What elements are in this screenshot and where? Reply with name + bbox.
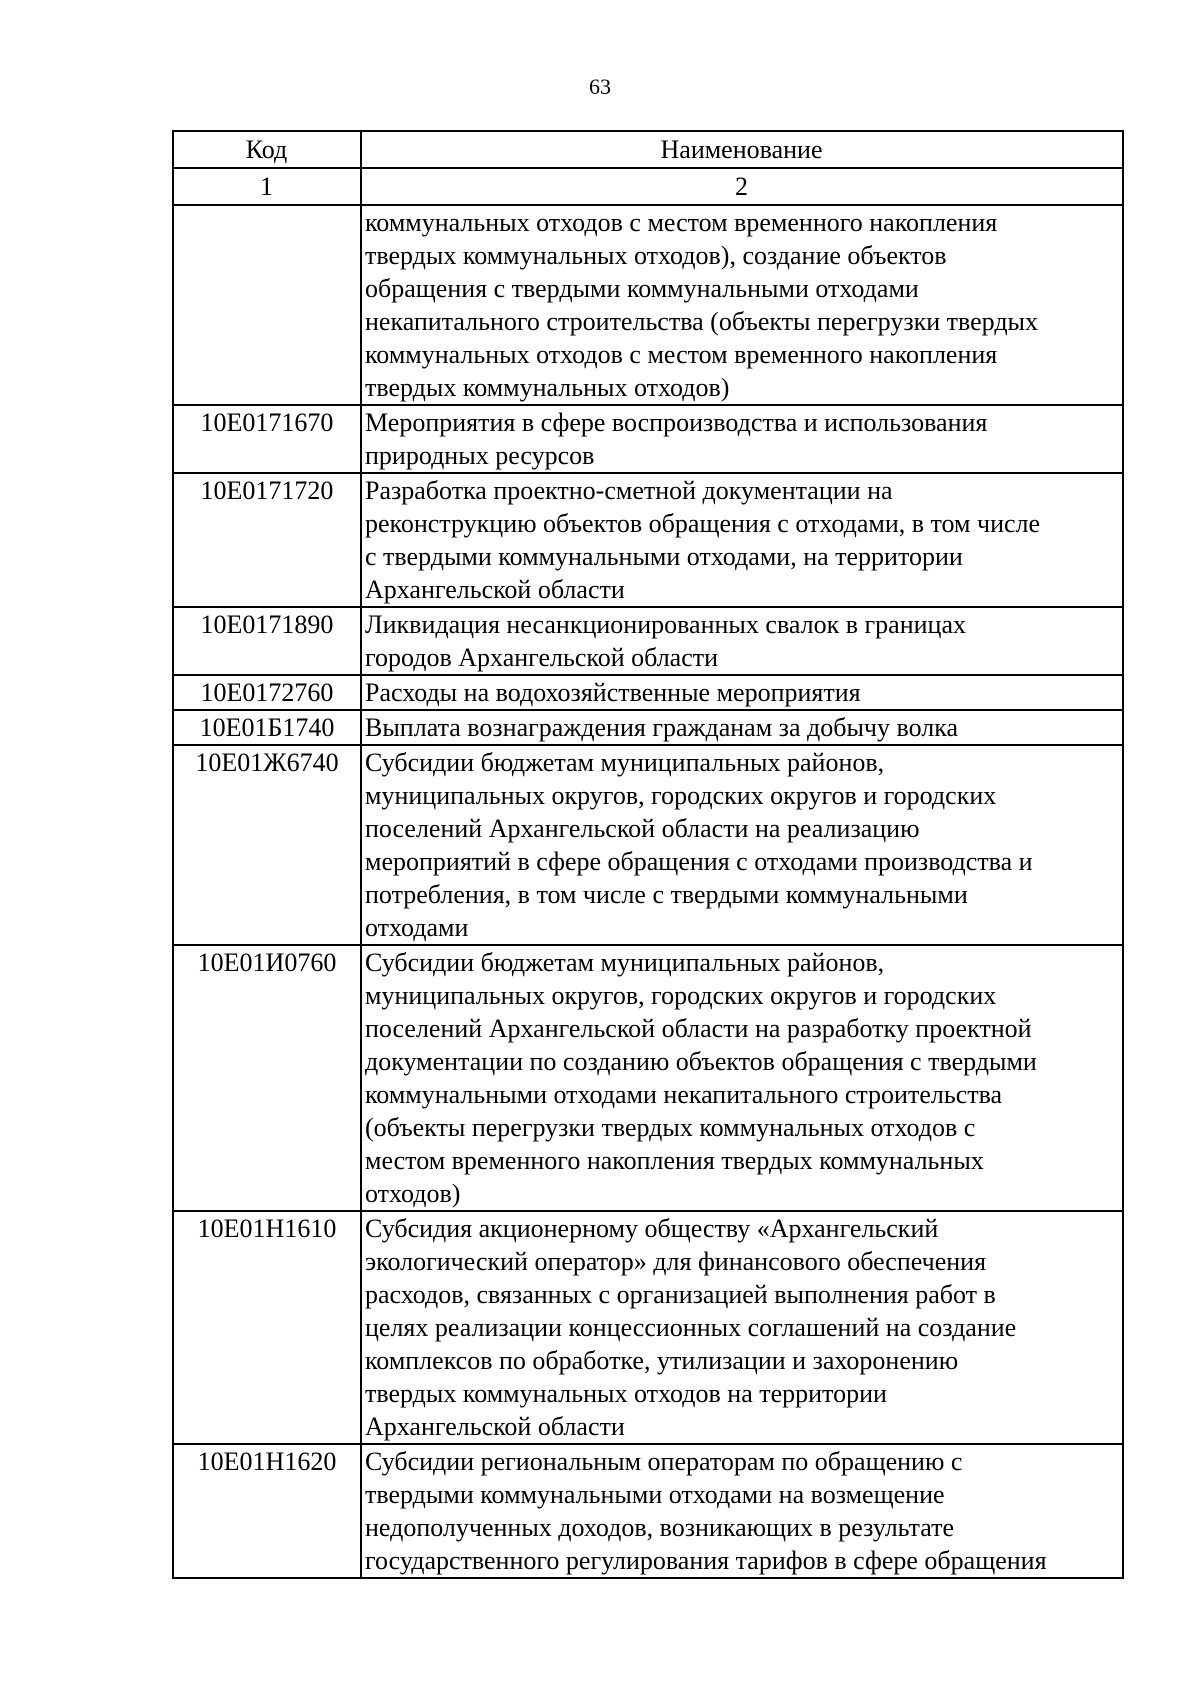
row-code-cell: 10Е01Н1610 bbox=[173, 1211, 361, 1444]
row-name-line: экологический оператор» для финансового обеспечения bbox=[365, 1247, 987, 1276]
row-code-cell: 10Е0172760 bbox=[173, 675, 361, 710]
row-code-cell: 10Е01Н1620 bbox=[173, 1444, 361, 1578]
row-name-line: Разработка проектно-сметной документации на bbox=[365, 476, 893, 505]
table-row bbox=[173, 1211, 1123, 1444]
row-name-line: некапитального строительства (объекты перегрузки твердых bbox=[365, 307, 1039, 336]
row-code-cell: 10Е0171890 bbox=[173, 607, 361, 675]
table-row bbox=[173, 710, 1123, 745]
row-name-line: (объекты перегрузки твердых коммунальных отходов с bbox=[365, 1113, 976, 1142]
row-name-line: Расходы на водохозяйственные мероприятия bbox=[365, 678, 861, 707]
budget-code-table bbox=[172, 130, 1124, 1579]
table-row bbox=[173, 675, 1123, 710]
table-row bbox=[173, 405, 1123, 473]
row-name-line: потребления, в том числе с твердыми коммунальными bbox=[365, 880, 968, 909]
row-name-line: Архангельской области bbox=[365, 575, 625, 604]
row-name-line: твердых коммунальных отходов на территории bbox=[365, 1379, 887, 1408]
table-row bbox=[173, 1444, 1123, 1578]
table-numbering-row bbox=[173, 168, 1123, 205]
column-number-code: 1 bbox=[173, 168, 361, 205]
row-name-cell bbox=[361, 1211, 1123, 1444]
row-name-line: городов Архангельской области bbox=[365, 643, 719, 672]
row-name-line: государственного регулирования тарифов в сфере обращения bbox=[365, 1546, 1047, 1575]
row-name-cell bbox=[361, 675, 1123, 710]
row-code-cell: 10Е01Б1740 bbox=[173, 710, 361, 745]
row-name-line: коммунальных отходов с местом временного накопления bbox=[365, 340, 998, 369]
row-name-cell bbox=[361, 405, 1123, 473]
table-row bbox=[173, 945, 1123, 1211]
table-row bbox=[173, 607, 1123, 675]
row-name-line: Субсидии региональным операторам по обращению с bbox=[365, 1447, 963, 1476]
table-body bbox=[173, 205, 1123, 1578]
row-name-cell bbox=[361, 945, 1123, 1211]
row-name-line: Ликвидация несанкционированных свалок в границах bbox=[365, 610, 967, 639]
row-name-cell bbox=[361, 745, 1123, 945]
row-name-line: Субсидии бюджетам муниципальных районов, bbox=[365, 948, 885, 977]
row-name-line: целях реализации концессионных соглашений на создание bbox=[365, 1313, 1017, 1342]
row-name-line: с твердыми коммунальными отходами, на территории bbox=[365, 542, 963, 571]
row-name-line: твердых коммунальных отходов), создание объектов bbox=[365, 241, 947, 270]
row-name-line: Мероприятия в сфере воспроизводства и использования bbox=[365, 408, 988, 437]
row-name-line: комплексов по обработке, утилизации и захоронению bbox=[365, 1346, 959, 1375]
table-row bbox=[173, 205, 1123, 405]
row-name-line: местом временного накопления твердых коммунальных bbox=[365, 1146, 984, 1175]
table-row bbox=[173, 745, 1123, 945]
row-name-line: твердыми коммунальными отходами на возмещение bbox=[365, 1480, 945, 1509]
page-number: 63 bbox=[589, 74, 611, 99]
row-name-line: обращения с твердыми коммунальными отходами bbox=[365, 274, 919, 303]
row-name-line: Выплата вознаграждения гражданам за добычу волка bbox=[365, 713, 958, 742]
row-code-cell: 10Е01Ж6740 bbox=[173, 745, 361, 945]
row-code-cell: 10Е01И0760 bbox=[173, 945, 361, 1211]
column-header-code: Код bbox=[173, 131, 361, 168]
row-name-cell bbox=[361, 710, 1123, 745]
row-name-line: Субсидия акционерному обществу «Архангельский bbox=[365, 1214, 939, 1243]
row-name-line: коммунальных отходов с местом временного накопления bbox=[365, 208, 998, 237]
row-name-cell bbox=[361, 205, 1123, 405]
row-name-cell bbox=[361, 607, 1123, 675]
row-name-line: Субсидии бюджетам муниципальных районов, bbox=[365, 748, 885, 777]
column-number-name: 2 bbox=[361, 168, 1123, 205]
row-name-line: недополученных доходов, возникающих в результате bbox=[365, 1513, 954, 1542]
row-name-line: документации по созданию объектов обращения с твердыми bbox=[365, 1047, 1037, 1076]
row-name-line: коммунальными отходами некапитального строительства bbox=[365, 1080, 1003, 1109]
row-code-cell: 10Е0171720 bbox=[173, 473, 361, 607]
row-code-cell: 10Е0171670 bbox=[173, 405, 361, 473]
row-name-line: отходов) bbox=[365, 1179, 461, 1208]
row-name-cell bbox=[361, 1444, 1123, 1578]
row-name-line: отходами bbox=[365, 913, 469, 942]
row-name-line: поселений Архангельской области на разработку проектной bbox=[365, 1014, 1032, 1043]
row-code-cell bbox=[173, 205, 361, 405]
row-name-cell bbox=[361, 473, 1123, 607]
row-name-line: поселений Архангельской области на реализацию bbox=[365, 814, 920, 843]
row-name-line: природных ресурсов bbox=[365, 441, 595, 470]
row-name-line: Архангельской области bbox=[365, 1412, 625, 1441]
row-name-line: реконструкцию объектов обращения с отходами, в том числе bbox=[365, 509, 1041, 538]
column-header-name: Наименование bbox=[361, 131, 1123, 168]
row-name-line: муниципальных округов, городских округов и городских bbox=[365, 781, 997, 810]
row-name-line: муниципальных округов, городских округов и городских bbox=[365, 981, 997, 1010]
row-name-line: мероприятий в сфере обращения с отходами производства и bbox=[365, 847, 1033, 876]
row-name-line: твердых коммунальных отходов) bbox=[365, 373, 730, 402]
row-name-line: расходов, связанных с организацией выполнения работ в bbox=[365, 1280, 996, 1309]
table-row bbox=[173, 473, 1123, 607]
table-header-row bbox=[173, 131, 1123, 168]
